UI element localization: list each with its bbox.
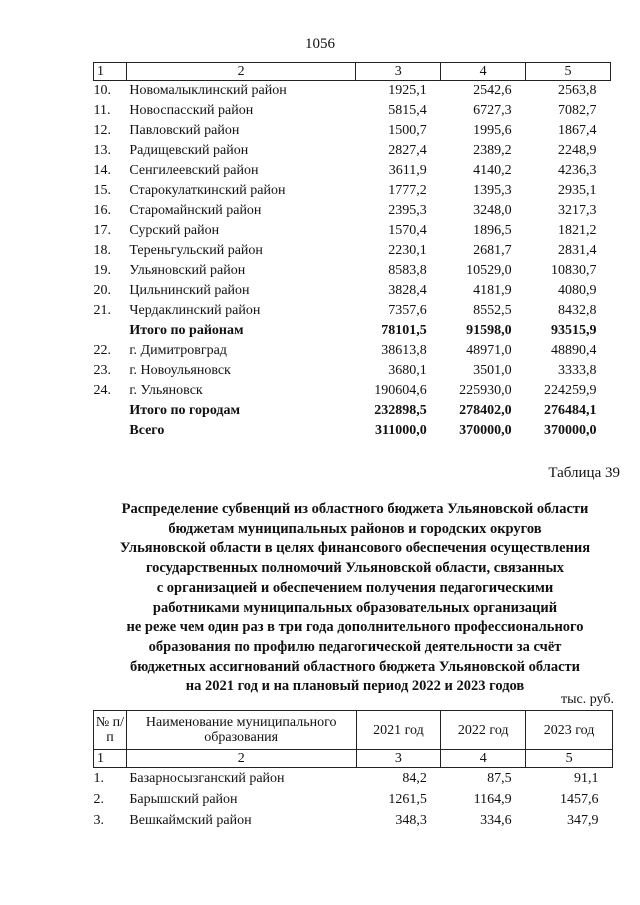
- value-col3: 5815,4: [388, 103, 427, 118]
- table-row: [94, 201, 611, 221]
- value-col3: 1925,1: [388, 83, 427, 98]
- value-col3: 190604,6: [374, 383, 427, 398]
- municipality-name: Сенгилеевский район: [129, 163, 259, 178]
- title-line: образования по профилю педагогической деятельности за счёт: [148, 638, 562, 655]
- value-col5: 93515,9: [551, 323, 597, 338]
- value-2023: 347,9: [567, 813, 599, 828]
- municipality-name: Итого по районам: [129, 323, 244, 338]
- municipality-name: Новомалыклинский район: [129, 83, 287, 98]
- table-row: [94, 261, 611, 281]
- value-2021: 84,2: [402, 771, 427, 786]
- value-col5: 2935,1: [558, 183, 597, 198]
- table-continuation: [93, 62, 611, 441]
- value-col4: 1995,6: [473, 123, 512, 138]
- units-label: тыс. руб.: [561, 692, 614, 707]
- title-line: работниками муниципальных образовательных организаций: [152, 599, 558, 616]
- table-row: [94, 381, 611, 401]
- col-number: 2: [126, 63, 356, 81]
- total-row: [94, 421, 611, 441]
- value-col3: 1777,2: [388, 183, 427, 198]
- title-line: государственных полномочий Ульяновской области, связанных: [145, 560, 565, 577]
- row-number: 21.: [93, 303, 111, 318]
- value-col5: 276484,1: [544, 403, 597, 418]
- col-number: 5: [526, 750, 613, 768]
- municipality-name: Новоспасский район: [129, 103, 254, 118]
- table-row: [94, 789, 613, 810]
- municipality-name: г. Димитровград: [129, 343, 227, 358]
- row-number: 11.: [93, 103, 111, 118]
- row-number: 24.: [93, 383, 111, 398]
- page-number: 1056: [305, 36, 335, 52]
- header-2022: 2022 год: [441, 711, 526, 750]
- municipality-name: Сурский район: [129, 223, 220, 238]
- table-row: [94, 341, 611, 361]
- value-col4: 2542,6: [473, 83, 512, 98]
- col-number: 2: [126, 750, 356, 768]
- column-number-row: [94, 750, 613, 768]
- value-2021: 1261,5: [388, 792, 427, 807]
- municipality-name: Павловский район: [129, 123, 240, 138]
- value-col4: 91598,0: [466, 323, 512, 338]
- value-col5: 48890,4: [551, 343, 597, 358]
- value-col3: 7357,6: [388, 303, 427, 318]
- table-row: [94, 810, 613, 831]
- value-col4: 4140,2: [473, 163, 512, 178]
- value-col5: 2248,9: [558, 143, 597, 158]
- value-col4: 278402,0: [459, 403, 512, 418]
- value-col5: 224259,9: [544, 383, 597, 398]
- table-header-row: [94, 711, 613, 750]
- value-col5: 8432,8: [558, 303, 597, 318]
- value-col3: 3611,9: [388, 163, 427, 178]
- row-number: [94, 321, 127, 341]
- table-row: [94, 301, 611, 321]
- table-row: [94, 181, 611, 201]
- value-col4: 8552,5: [473, 303, 512, 318]
- row-number: 19.: [93, 263, 111, 278]
- total-row: [94, 401, 611, 421]
- value-col5: 1821,2: [558, 223, 597, 238]
- value-col5: 3217,3: [558, 203, 597, 218]
- value-col5: 1867,4: [558, 123, 597, 138]
- col-number: 4: [441, 750, 526, 768]
- col-number: 3: [356, 750, 441, 768]
- title-line: бюджетам муниципальных районов и городских округов: [168, 520, 542, 537]
- table-row: [94, 161, 611, 181]
- value-col3: 2827,4: [388, 143, 427, 158]
- value-col3: 2230,1: [388, 243, 427, 258]
- col-number: 5: [526, 63, 611, 81]
- value-col5: 370000,0: [544, 423, 597, 438]
- value-col4: 3248,0: [473, 203, 512, 218]
- row-number: 17.: [93, 223, 111, 238]
- col-number: 3: [356, 63, 441, 81]
- value-2023: 91,1: [574, 771, 599, 786]
- municipality-name: Радищевский район: [129, 143, 249, 158]
- row-number: 23.: [93, 363, 111, 378]
- row-number: 12.: [93, 123, 111, 138]
- table-row: [94, 241, 611, 261]
- municipality-name: Базарносызганский район: [129, 771, 285, 786]
- value-col4: 6727,3: [473, 103, 512, 118]
- total-row: [94, 321, 611, 341]
- municipality-name: Ульяновский район: [129, 263, 246, 278]
- value-col5: 2831,4: [558, 243, 597, 258]
- table-row: [94, 768, 613, 790]
- value-col5: 2563,8: [558, 83, 597, 98]
- col-number: 4: [441, 63, 526, 81]
- value-col5: 4080,9: [558, 283, 597, 298]
- value-col3: 78101,5: [381, 323, 427, 338]
- row-number: 15.: [93, 183, 111, 198]
- row-number: 1.: [93, 771, 104, 786]
- value-col4: 1395,3: [473, 183, 512, 198]
- title-line: с организацией и обеспечением получения педагогическими: [156, 579, 554, 596]
- municipality-name: г. Ульяновск: [129, 383, 203, 398]
- municipality-name: Вешкаймский район: [129, 813, 252, 828]
- table-title: [90, 500, 620, 697]
- table-row: [94, 81, 611, 102]
- municipality-name: Старомайнский район: [129, 203, 262, 218]
- value-col4: 48971,0: [466, 343, 512, 358]
- value-col3: 232898,5: [374, 403, 427, 418]
- title-line: на 2021 год и на плановый период 2022 и 2023 годов: [185, 678, 525, 695]
- table-row: [94, 281, 611, 301]
- header-name: Наименование муниципального образования: [126, 711, 356, 750]
- title-line: бюджетных ассигнований областного бюджета Ульяновской области: [129, 658, 581, 675]
- value-col5: 7082,7: [558, 103, 597, 118]
- municipality-name: Цильнинский район: [129, 283, 250, 298]
- value-col3: 38613,8: [381, 343, 427, 358]
- municipality-name: Тереньгульский район: [129, 243, 263, 258]
- row-number: [94, 421, 127, 441]
- value-2022: 87,5: [487, 771, 512, 786]
- header-2021: 2021 год: [356, 711, 441, 750]
- value-col4: 2681,7: [473, 243, 512, 258]
- value-col3: 2395,3: [388, 203, 427, 218]
- value-col4: 2389,2: [473, 143, 512, 158]
- municipality-name: Чердаклинский район: [129, 303, 261, 318]
- row-number: 13.: [93, 143, 111, 158]
- municipality-name: г. Новоульяновск: [129, 363, 231, 378]
- value-col4: 10529,0: [466, 263, 512, 278]
- row-number: 10.: [93, 83, 111, 98]
- value-col4: 4181,9: [473, 283, 512, 298]
- table-39: [93, 710, 613, 831]
- row-number: 3.: [93, 813, 104, 828]
- table-row: [94, 221, 611, 241]
- column-number-row: [94, 63, 611, 81]
- value-col3: 3828,4: [388, 283, 427, 298]
- table-row: [94, 101, 611, 121]
- row-number: 18.: [93, 243, 111, 258]
- value-2022: 334,6: [480, 813, 512, 828]
- row-number: [94, 401, 127, 421]
- value-col5: 3333,8: [558, 363, 597, 378]
- municipality-name: Барышский район: [129, 792, 238, 807]
- table-label: Таблица 39: [548, 465, 620, 481]
- municipality-name: Старокулаткинский район: [129, 183, 286, 198]
- row-number: 22.: [93, 343, 111, 358]
- header-num: № п/п: [94, 711, 127, 750]
- value-col3: 3680,1: [388, 363, 427, 378]
- title-line: Распределение субвенций из областного бюджета Ульяновской области: [121, 501, 589, 517]
- title-line: Ульяновской области в целях финансового обеспечения осуществления: [119, 540, 591, 557]
- value-col4: 225930,0: [459, 383, 512, 398]
- value-col4: 370000,0: [459, 423, 512, 438]
- row-number: 20.: [93, 283, 111, 298]
- table-row: [94, 141, 611, 161]
- value-2021: 348,3: [395, 813, 427, 828]
- value-col5: 10830,7: [551, 263, 597, 278]
- value-col3: 1500,7: [388, 123, 427, 138]
- row-number: 14.: [93, 163, 111, 178]
- value-2022: 1164,9: [473, 792, 512, 807]
- value-col4: 3501,0: [473, 363, 512, 378]
- col-number: 1: [94, 750, 127, 768]
- value-col4: 1896,5: [473, 223, 512, 238]
- table-row: [94, 361, 611, 381]
- col-number: 1: [94, 63, 127, 81]
- value-col3: 1570,4: [388, 223, 427, 238]
- value-2023: 1457,6: [560, 792, 599, 807]
- row-number: 2.: [93, 792, 104, 807]
- municipality-name: Итого по городам: [129, 403, 241, 418]
- row-number: 16.: [93, 203, 111, 218]
- value-col3: 311000,0: [375, 423, 427, 438]
- municipality-name: Всего: [129, 423, 165, 438]
- value-col3: 8583,8: [388, 263, 427, 278]
- title-line: не реже чем один раз в три года дополнительного профессионального: [126, 619, 584, 636]
- table-row: [94, 121, 611, 141]
- header-2023: 2023 год: [526, 711, 613, 750]
- value-col5: 4236,3: [558, 163, 597, 178]
